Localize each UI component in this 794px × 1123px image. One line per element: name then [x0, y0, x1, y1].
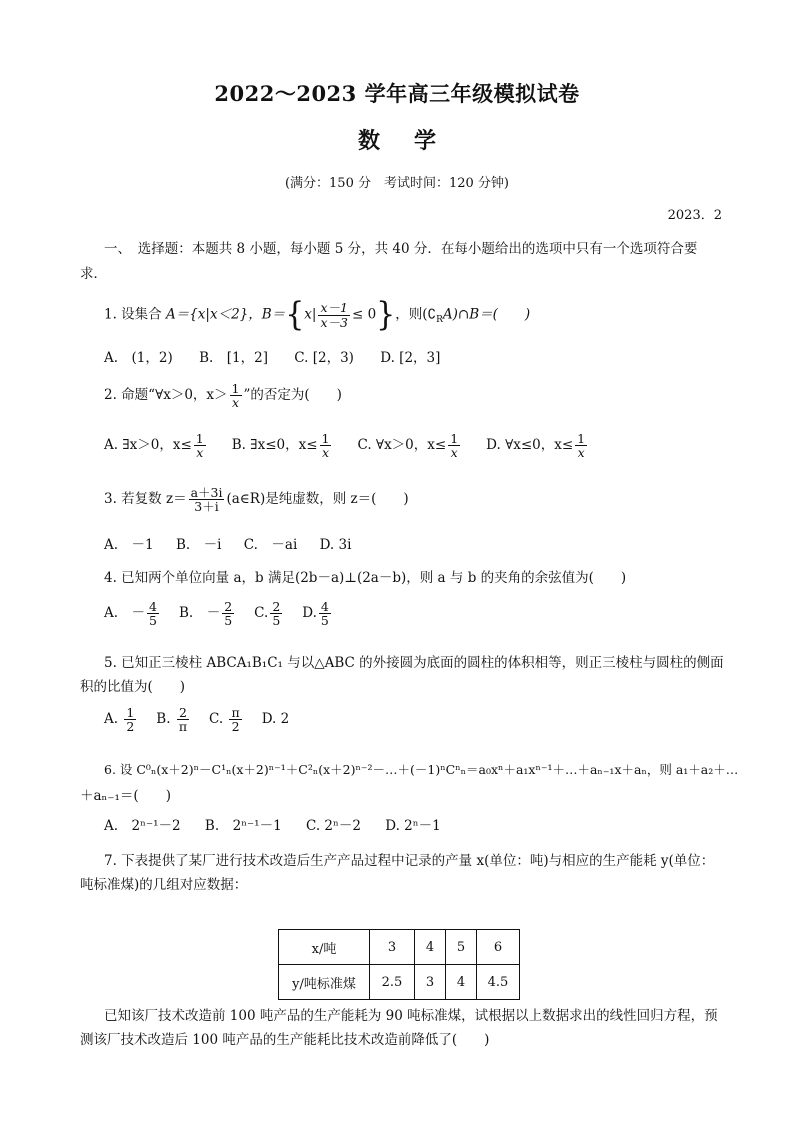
q2-option-b: B. ∃x≤0，x≤ $\frac{1}{x}$ — [231, 431, 330, 461]
table-row — [279, 930, 520, 965]
q4-option-d: D. $\frac{4}{5}$ — [302, 599, 329, 629]
section-heading-line1: 一、 选择题：本题共 8 小题，每小题 5 分，共 40 分．在每小题给出的选项中只有一个选项符合要 — [104, 241, 698, 257]
q3-option-d: D. 3i — [319, 537, 352, 553]
q2-option-d: D. ∀x≤0，x≤ $\frac{1}{x}$ — [486, 431, 586, 461]
q1-option-c: C. [2，3) — [294, 350, 354, 366]
q4-option-a: A. － $\frac{4}{5}$ — [104, 599, 157, 629]
q2-option-c: C. ∀x＞0，x≤ $\frac{1}{x}$ — [357, 431, 459, 461]
q4-options — [104, 600, 333, 627]
table-cell: 3 — [370, 930, 415, 965]
q6-option-b: B. 2ⁿ⁻¹－1 — [204, 818, 282, 834]
q6-options — [104, 814, 441, 834]
q4-option-c: C. $\frac{2}{5}$ — [254, 599, 281, 629]
q5-option-a: A. $\frac{1}{2}$ — [104, 705, 135, 735]
q3-options — [104, 533, 351, 553]
q6-option-d: D. 2ⁿ－1 — [385, 818, 441, 834]
table-cell: 4 — [415, 930, 446, 965]
question-1: 1. 设集合 A＝{x|x＜2}，B＝{x| $\frac{x-1}{x-3}$ ≤ 0}，则$(∁_RA)\cap B=$( ) — [104, 295, 531, 334]
question-4: 4. 已知两个单位向量 a，b 满足(2b－a)⊥(2a－b)，则 a 与 b 的夹角的余弦值为( ) — [104, 570, 627, 586]
question-6-line1: 6. 设 C⁰ₙ(x＋2)ⁿ－C¹ₙ(x＋2)ⁿ⁻¹＋C²ₙ(x＋2)ⁿ⁻²－…＋(－1)ⁿCⁿₙ＝a₀xⁿ＋a₁xⁿ⁻¹＋…＋aₙ₋₁x＋aₙ，则 a₁＋a₂＋… — [104, 762, 739, 777]
question-6-line2: ＋aₙ₋₁＝( ) — [80, 788, 171, 804]
q1-fraction: $\frac{x-1}{x-3}$ — [320, 300, 348, 330]
q5-option-c: C. $\frac{\pi}{2}$ — [209, 705, 240, 735]
q1-option-b: B. [1，2] — [199, 350, 268, 366]
exam-info: (满分：150 分 考试时间：120 分钟) — [284, 176, 510, 191]
question-5-line1: 5. 已知正三棱柱 ABCA₁B₁C₁ 与以△ABC 的外接圆为底面的圆柱的体积相等，则正三棱柱与圆柱的侧面 — [104, 655, 724, 671]
q1-option-d: D. [2，3] — [380, 350, 441, 366]
table-cell: 2.5 — [370, 965, 415, 1000]
q3-option-b: B. －i — [175, 537, 222, 553]
question-5-line2: 积的比值为( ) — [80, 679, 186, 695]
table-row — [279, 965, 520, 1000]
table-cell: y/吨标准煤 — [279, 965, 370, 1000]
question-7-line1: 7. 下表提供了某厂进行技术改造后生产产品过程中记录的产量 x(单位：吨)与相应的生产能耗 y(单位： — [104, 853, 715, 869]
q5-option-d: D. 2 — [261, 711, 290, 728]
q5-option-b: B. $\frac{2}{\pi}$ — [156, 705, 188, 735]
table-cell: 6 — [477, 930, 520, 965]
question-2: 2. 命题“∀x＞0，x＞ $\frac{1}{x}$ ”的否定为( ) — [104, 381, 342, 411]
q2-option-a: A. ∃x＞0，x≤ $\frac{1}{x}$ — [104, 431, 204, 461]
q2-options — [104, 432, 589, 459]
table-cell: 5 — [446, 930, 477, 965]
q1-options — [104, 346, 440, 366]
table-cell: 4.5 — [477, 965, 520, 1000]
q4-option-b: B. － $\frac{2}{5}$ — [179, 599, 233, 629]
q6-option-a: A. 2ⁿ⁻¹－2 — [104, 818, 181, 834]
exam-date: 2023．2 — [667, 208, 722, 223]
exam-title: 2022～2023 学年高三年级模拟试卷 — [214, 81, 580, 106]
question-3: 3. 若复数 z＝ $\frac{a+3i}{3+i}$ (a∈R)是纯虚数，则 z＝( ) — [104, 485, 409, 515]
table-cell: 4 — [446, 965, 477, 1000]
question-7-after-line2: 测该厂技术改造后 100 吨产品的生产能耗比技术改造前降低了( ) — [80, 1032, 490, 1048]
q5-options — [104, 706, 289, 733]
question-7-line2: 吨标准煤)的几组对应数据： — [80, 877, 248, 893]
subject-title: 数学 — [357, 128, 470, 154]
q6-option-c: C. 2ⁿ－2 — [305, 818, 361, 834]
table-cell: 3 — [415, 965, 446, 1000]
section-heading-line2: 求． — [80, 266, 107, 282]
question-7-after-line1: 已知该厂技术改造前 100 吨产品的生产能耗为 90 吨标准煤，试根据以上数据求出的线性回归方程，预 — [104, 1008, 718, 1024]
q1-option-a: A. (1，2) — [104, 350, 173, 366]
q3-option-a: A. －1 — [104, 537, 154, 553]
table-cell: x/吨 — [279, 930, 370, 965]
production-data-table — [278, 929, 520, 1000]
q3-option-c: C. －ai — [243, 537, 298, 553]
